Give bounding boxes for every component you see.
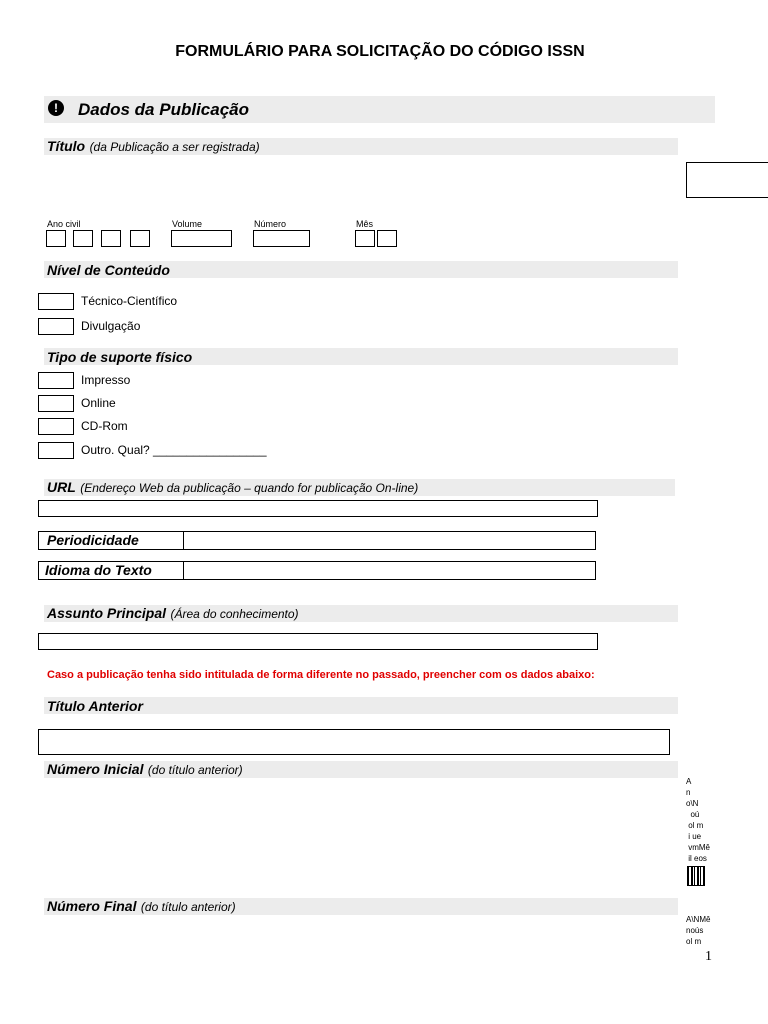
numero-final-sub: (do título anterior): [140, 900, 236, 914]
nivel-checkbox-1[interactable]: [38, 293, 74, 310]
ano-digit-3[interactable]: [101, 230, 121, 247]
numero-inicial-heading: [47, 761, 243, 779]
volume-field[interactable]: [171, 230, 232, 247]
titulo-side-box[interactable]: [686, 162, 768, 198]
assunto-heading: [47, 605, 299, 623]
side-text-2: A\NMê noús ol m: [686, 915, 711, 946]
periodicidade-label: Periodicidade: [47, 532, 139, 548]
suporte-option-2: Online: [81, 396, 116, 410]
suporte-heading: Tipo de suporte físico: [47, 349, 193, 365]
numero-field[interactable]: [253, 230, 310, 247]
ano-digit-2[interactable]: [73, 230, 93, 247]
section-title: Dados da Publicação: [78, 100, 249, 119]
mes-digit-2[interactable]: [377, 230, 397, 247]
assunto-label: Assunto Principal: [47, 605, 167, 621]
suporte-option-3: CD-Rom: [81, 419, 128, 433]
suporte-checkbox-2[interactable]: [38, 395, 74, 412]
notice-text: Caso a publicação tenha sido intitulada de forma diferente no passado, preencher com os dados abaixo:: [47, 669, 595, 681]
numero-final-heading: [47, 898, 236, 916]
assunto-field[interactable]: [38, 633, 598, 650]
titulo-anterior-field[interactable]: [38, 729, 670, 755]
numero-inicial-sub: (do título anterior): [147, 763, 243, 777]
idioma-label: Idioma do Texto: [45, 562, 152, 578]
suporte-option-4: Outro. Qual? _________________: [81, 443, 267, 457]
url-heading: [47, 479, 418, 497]
titulo-anterior-heading: Título Anterior: [47, 698, 143, 714]
suporte-checkbox-1[interactable]: [38, 372, 74, 389]
nivel-heading: Nível de Conteúdo: [47, 262, 170, 278]
numero-label: Número: [254, 219, 287, 229]
info-icon: !: [48, 100, 64, 116]
mes-digit-1[interactable]: [355, 230, 375, 247]
nivel-option-2: Divulgação: [81, 319, 141, 333]
periodicidade-field[interactable]: [183, 531, 184, 550]
page-title: FORMULÁRIO PARA SOLICITAÇÃO DO CÓDIGO ISSN: [175, 43, 585, 60]
volume-label: Volume: [172, 219, 203, 229]
nivel-option-1: Técnico-Científico: [81, 294, 178, 308]
ano-digit-1[interactable]: [46, 230, 66, 247]
ano-label: Ano civil: [47, 219, 81, 229]
suporte-checkbox-4[interactable]: [38, 442, 74, 459]
url-field[interactable]: [38, 500, 598, 517]
page-number: 1: [705, 949, 712, 964]
suporte-option-1: Impresso: [81, 373, 131, 387]
barcode-icon: [687, 866, 705, 886]
titulo-heading: [47, 138, 260, 156]
suporte-checkbox-3[interactable]: [38, 418, 74, 435]
numero-inicial-label: Número Inicial: [47, 761, 144, 777]
url-sub: (Endereço Web da publicação – quando for publicação On-line): [80, 481, 419, 495]
mes-label: Mês: [356, 219, 374, 229]
titulo-label: Título: [47, 138, 86, 154]
url-label: URL: [47, 479, 76, 495]
side-text-1: A n o\N oú ol m i ue vmMê il eos: [686, 777, 710, 863]
nivel-checkbox-2[interactable]: [38, 318, 74, 335]
idioma-field[interactable]: [183, 561, 184, 580]
numero-final-label: Número Final: [47, 898, 137, 914]
titulo-sub: (da Publicação a ser registrada): [89, 140, 260, 154]
assunto-sub: (Área do conhecimento): [170, 607, 299, 621]
ano-digit-4[interactable]: [130, 230, 150, 247]
